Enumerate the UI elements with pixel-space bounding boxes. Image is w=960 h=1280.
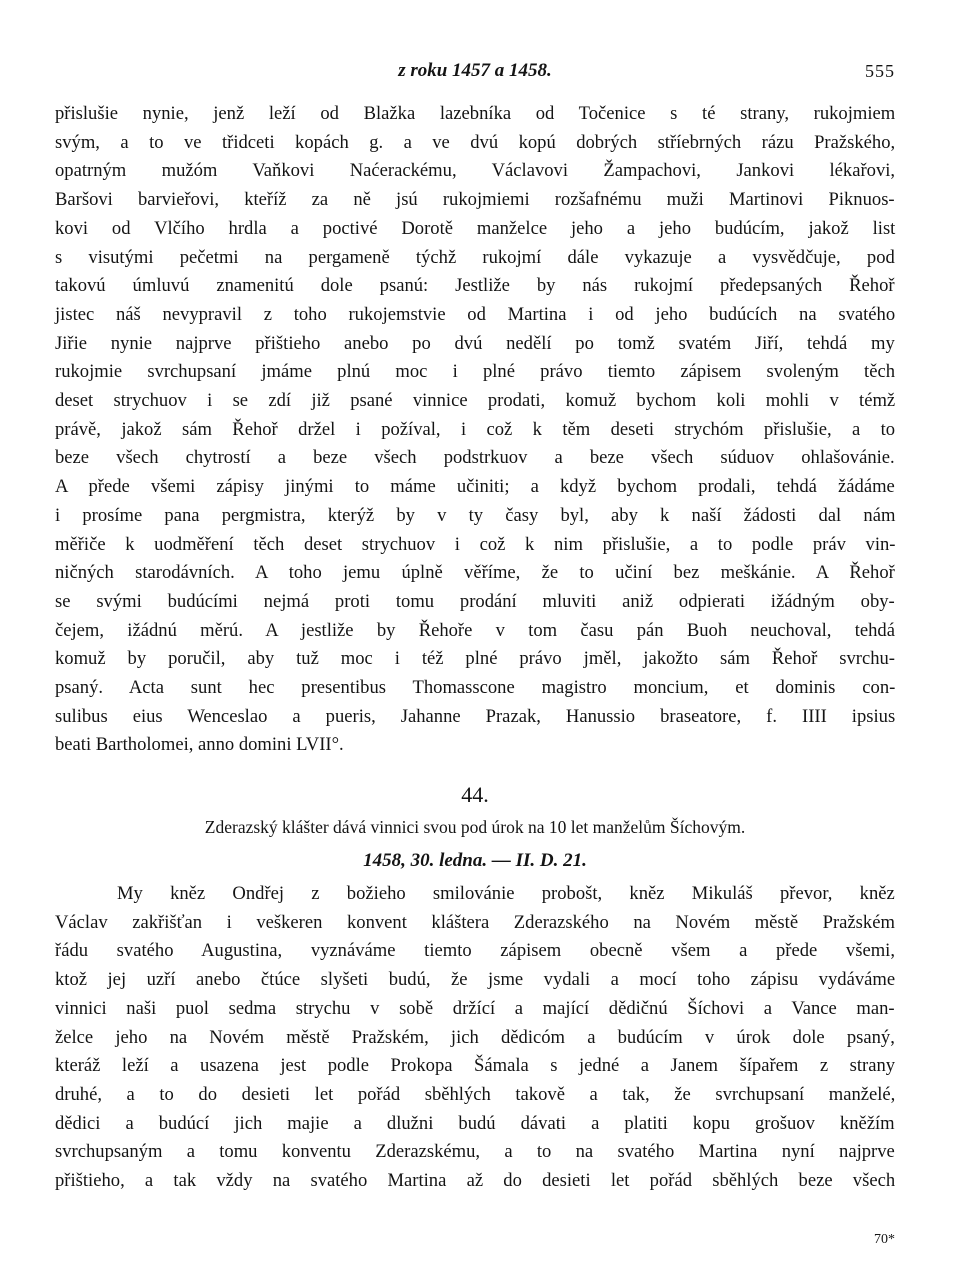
document-dating: 1458, 30. ledna. — II. D. 21.: [363, 850, 587, 871]
text-line: vinnici naši puol sedma strychu v sobě držící a mající dědičnú Šíchovi a Vance man-: [55, 997, 895, 1019]
document-number: 44.: [461, 782, 489, 807]
text-line: sulibus eius Wenceslao a pueris, Jahanne Prazak, Hanussio braseatore, f. IIII ipsius: [55, 705, 896, 727]
text-line: druhé, a to do desieti let pořád sběhlých takově a tak, že svrchupsaní manželé,: [55, 1083, 896, 1105]
text-line: přištieho, a tak vždy na svatého Martina až do desieti let pořád sběhlých beze všech: [55, 1170, 896, 1192]
text-line: beati Bartholomei, anno domini LVII°.: [55, 734, 344, 756]
text-line: opatrným mužóm Vaňkovi Naćerackému, Václavovi Žampachovi, Jankovi lékařovi,: [55, 160, 896, 182]
text-line: beze všech chytrostí a beze všech podstrkuov a beze všech súduov ohlašovánie.: [55, 447, 895, 469]
text-line: kovi od Vlčího hrdla a poctivé Dorotě manželce jeho a jeho budúcím, jakož list: [55, 217, 896, 239]
signature-mark: 70*: [874, 1232, 895, 1247]
text-line: komuž by poručil, aby tuž moc i též plné právo jměl, jakožto sám Řehoř svrchu-: [55, 648, 895, 670]
text-block-continuation: [55, 100, 895, 760]
text-line: psaný. Acta sunt hec presentibus Thomasscone magistro moncium, et dominis con-: [55, 677, 896, 699]
text-line: rukojmie svrchupsaní jmáme plnú moc i plné právo tiemto zápisem svoleným těch: [55, 361, 896, 383]
text-line: Václav zakřišťan i veškeren konvent kláštera Zderazského na Novém městě Pražském: [55, 911, 895, 933]
text-line: deset strychuov i se zdí již psané vinnice prodati, komuž bychom koli mohli v témž: [55, 390, 896, 412]
text-line: A přede všemi zápisy jinými to máme učiniti; a když bychom prodali, tehdá žádáme: [55, 476, 895, 498]
text-line: My kněz Ondřej z božieho smilovánie probošt, kněz Mikuláš převor, kněz: [117, 883, 895, 904]
text-block-document-44: [55, 880, 895, 1196]
text-line: ktož jej uzří anebo čtúce slyšeti budú, že jsme vydali a mocí toho zápisu vydáváme: [55, 969, 896, 991]
text-line: čejem, ižádnú měrú. A jestliže by Řehoře v tom času pán Buoh neuchoval, tehdá: [55, 619, 895, 641]
text-line: Baršovi barvieřovi, kteříž za ně jsú rukojmiemi rozšafnému muži Martinovi Piknuos-: [55, 189, 895, 211]
running-head: [55, 56, 895, 86]
text-line: svým, a to ve třidceti kopách g. a ve dvú kopú dobrých stříebrných rázu Pražského,: [55, 131, 896, 153]
document-regest: Zderazský klášter dává vinnici svou pod úrok na 10 let manželům Šíchovým.: [204, 817, 746, 837]
text-line: s visutými pečetmi na pergameně týchž rukojmí dále vykazuje a vysvědčuje, pod: [55, 246, 895, 268]
text-line: ničných starodávních. A toho jemu úplně věříme, že to učiní bez meškánie. A Řehoř: [55, 562, 895, 584]
text-line: svrchupsaným a tomu konventu Zderazskému, a to na svatého Martina nyní najprve: [55, 1141, 895, 1163]
page-number: 555: [865, 61, 895, 81]
text-line: kteráž leží a usazena jest podle Prokopa Šámala s jedné a Janem šípařem z strany: [55, 1055, 896, 1077]
text-line: se svými budúcími nejmá proti tomu prodání mluviti aniž odpierati ižádným oby-: [55, 590, 895, 612]
text-line: řádu svatého Augustina, vyznáváme tiemto zápisem obecně všem a přede všemi,: [55, 940, 895, 962]
text-line: Jiřie nynie najprve přištieho anebo po dvú nedělí po tomž svatém Jiří, tehdá my: [55, 332, 895, 354]
text-line: i prosíme pana pergmistra, kterýž by v ty časy byl, aby k naší žádosti dal nám: [55, 504, 896, 526]
running-title: z roku 1457 a 1458.: [398, 60, 552, 81]
text-line: měřiče k uodměření těch deset strychuov i což k nim přislušie, a to podle práv vin-: [55, 533, 896, 555]
text-line: přislušie nynie, jenž leží od Blažka lazebníka od Točenice s té strany, rukojmiem: [55, 103, 896, 124]
text-line: právě, jakož sám Řehoř držel i požíval, i což k těm deseti strychóm přislušie, a to: [55, 418, 896, 440]
text-line: takovú úmluvú znamenitú dole psanú: Jestliže by nás rukojmí předepsaných Řehoř: [55, 275, 895, 297]
text-line: jistec náš nevypravil z toho rukojemstvie od Martina i od jeho budúcích na svatého: [55, 303, 896, 325]
text-line: dědici a budúcí jich majie a dlužni budú dávati a platiti kopu grošuov kněžím: [55, 1112, 895, 1134]
text-line: želce jeho na Novém městě Pražském, jich dědicóm a budúcím v úrok dole psaný,: [55, 1026, 895, 1048]
